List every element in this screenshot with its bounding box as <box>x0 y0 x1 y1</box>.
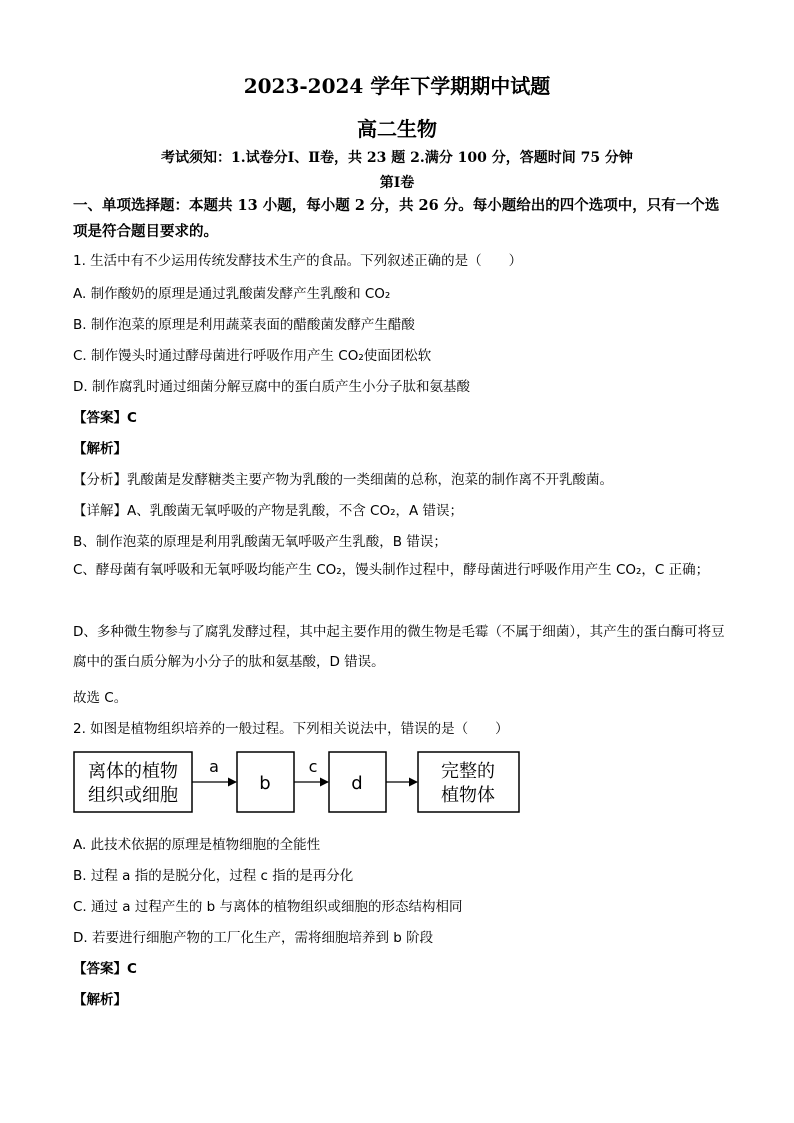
q1-detail-b: B、制作泡菜的原理是利用乳酸菌无氧呼吸产生乳酸，B 错误； <box>73 534 447 550</box>
whole-plant-line2: 植物体 <box>441 785 495 806</box>
volume-label: 第Ⅰ卷 <box>379 175 415 191</box>
tissue-culture-flowchart <box>73 748 523 816</box>
exam-notice: 考试须知：1.试卷分Ⅰ、Ⅱ卷，共 23 题 2.满分 100 分，答题时间 75 分钟 <box>161 150 633 166</box>
tissue-culture-diagram <box>73 748 523 816</box>
exam-subject: 高二生物 <box>357 117 437 141</box>
arrow-a-label: a <box>209 757 219 776</box>
box-d-label: d <box>351 773 363 794</box>
q2-answer: 【答案】C <box>73 961 137 977</box>
q2-analysis-label: 【解析】 <box>73 992 127 1008</box>
q1-option-b: B. 制作泡菜的原理是利用蔬菜表面的醋酸菌发酵产生醋酸 <box>73 317 415 333</box>
box-b-label: b <box>259 773 271 794</box>
exam-title: 2023-2024 学年下学期期中试题 <box>243 74 551 98</box>
q1-option-c: C. 制作馒头时通过酵母菌进行呼吸作用产生 CO₂使面团松软 <box>73 348 432 364</box>
explant-label-line2: 组织或细胞 <box>88 785 178 806</box>
q1-detail-c: C、酵母菌有氧呼吸和无氧呼吸均能产生 CO₂，馒头制作过程中，酵母菌进行呼吸作用产生 CO₂，C 正确； <box>73 562 710 578</box>
q2-stem: 2. 如图是植物组织培养的一般过程。下列相关说法中，错误的是（ ） <box>73 721 509 737</box>
section-heading: 一、单项选择题：本题共 13 小题，每小题 2 分，共 26 分。每小题给出的四个选项中，只有一个选项是符合题目要求的。 <box>73 197 720 240</box>
q1-stem: 1. 生活中有不少运用传统发酵技术生产的食品。下列叙述正确的是（ ） <box>73 253 523 269</box>
q1-detail-d: D、多种微生物参与了腐乳发酵过程，其中起主要作用的微生物是毛霉（不属于细菌），其产生的蛋白酶可将豆腐中的蛋白质分解为小分子的肽和氨基酸，D 错误。 <box>73 624 725 670</box>
q2-option-c: C. 通过 a 过程产生的 b 与离体的植物组织或细胞的形态结构相同 <box>73 899 463 915</box>
q1-answer: 【答案】C <box>73 410 137 426</box>
whole-plant-line1: 完整的 <box>441 761 495 782</box>
q1-detail-a: 【详解】A、乳酸菌无氧呼吸的产物是乳酸，不含 CO₂，A 错误； <box>73 503 464 519</box>
q2-option-a: A. 此技术依据的原理是植物细胞的全能性 <box>73 837 321 853</box>
q1-conclusion: 故选 C。 <box>73 690 128 706</box>
q1-analysis-label: 【解析】 <box>73 441 127 457</box>
arrow-c-label: c <box>308 757 318 776</box>
q1-option-d: D. 制作腐乳时通过细菌分解豆腐中的蛋白质产生小分子肽和氨基酸 <box>73 379 470 395</box>
q1-fenxi: 【分析】乳酸菌是发酵糖类主要产物为乳酸的一类细菌的总称，泡菜的制作离不开乳酸菌。 <box>73 472 613 488</box>
q2-option-d: D. 若要进行细胞产物的工厂化生产，需将细胞培养到 b 阶段 <box>73 930 434 946</box>
explant-label-line1: 离体的植物 <box>88 761 178 782</box>
q1-option-a: A. 制作酸奶的原理是通过乳酸菌发酵产生乳酸和 CO₂ <box>73 286 391 302</box>
q2-option-b: B. 过程 a 指的是脱分化，过程 c 指的是再分化 <box>73 868 354 884</box>
